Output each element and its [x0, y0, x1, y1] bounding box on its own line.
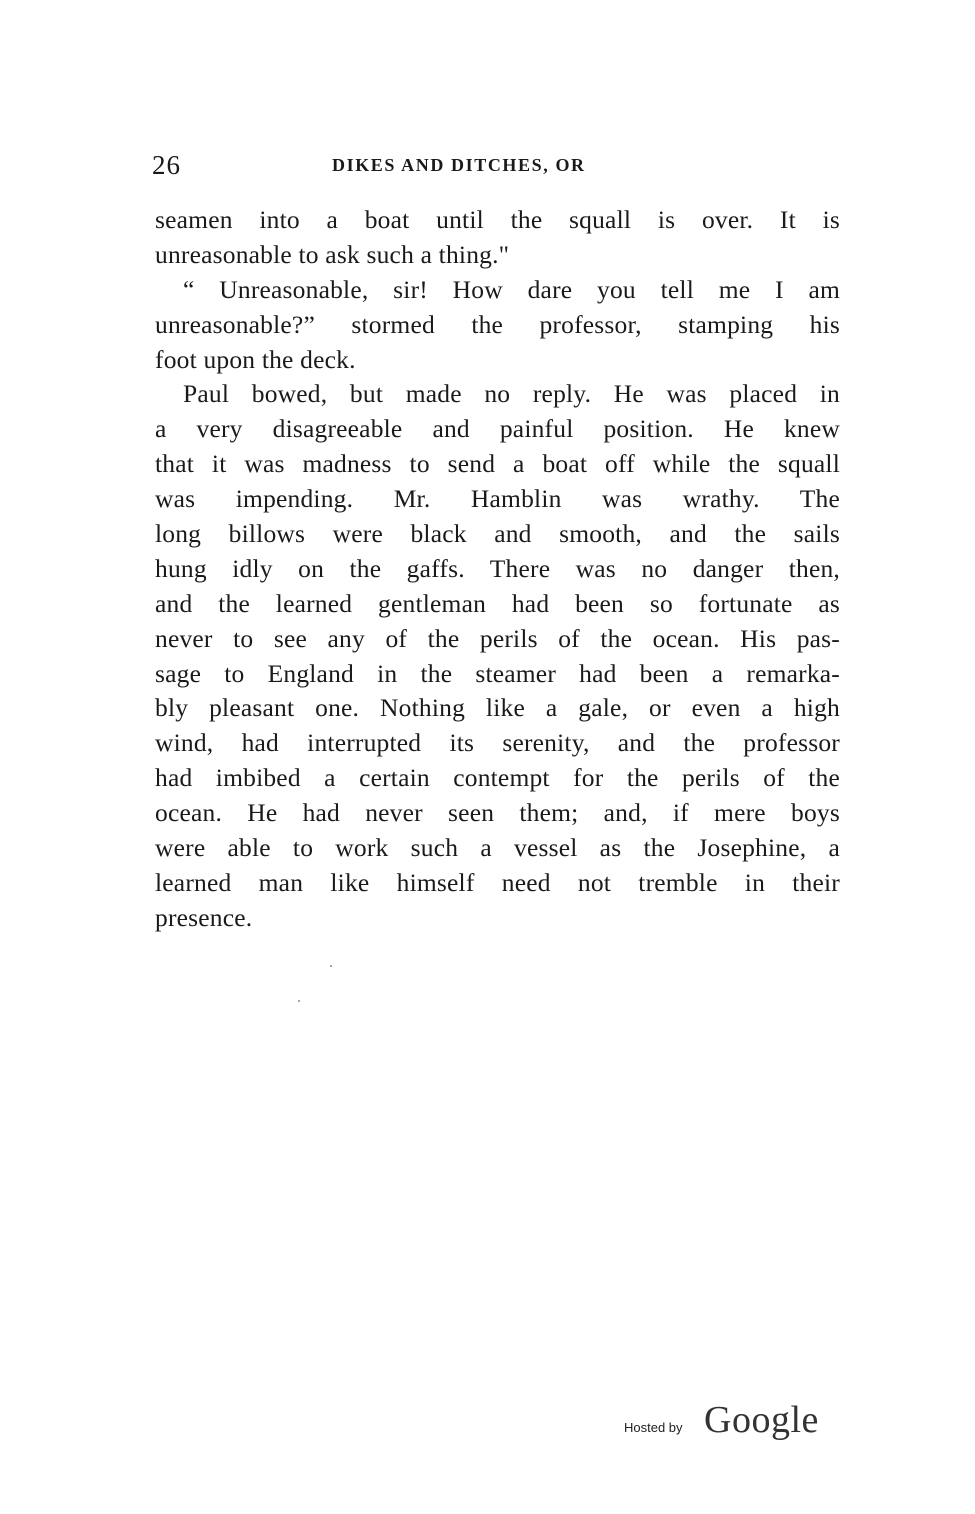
scan-speck — [298, 1000, 300, 1002]
text-line: hung idly on the gaffs. There was no danger then, — [155, 553, 840, 583]
text-line: unreasonable?” stormed the professor, stamping his — [155, 309, 840, 339]
scan-speck — [330, 965, 332, 967]
text-line: that it was madness to send a boat off while the squall — [155, 449, 840, 479]
text-line: sage to England in the steamer had been a remarka- — [155, 658, 840, 688]
page-number: 26 — [152, 150, 181, 180]
text-line: learned man like himself need not tremble in their — [155, 867, 840, 897]
text-line: Paul bowed, but made no reply. He was placed in — [183, 379, 840, 409]
text-line: long billows were black and smooth, and the sails — [155, 519, 840, 549]
text-line: had imbibed a certain contempt for the perils of the — [155, 763, 840, 793]
text-line: wind, had interrupted its serenity, and the professor — [155, 728, 840, 758]
text-line: seamen into a boat until the squall is over. It is — [155, 205, 840, 234]
body-text — [155, 203, 840, 936]
text-line: bly pleasant one. Nothing like a gale, or even a high — [155, 693, 840, 723]
hosted-by-google-watermark — [624, 1398, 834, 1448]
text-line: never to see any of the perils of the ocean. His pas- — [155, 623, 840, 653]
text-line: and the learned gentleman had been so fortunate as — [155, 588, 840, 618]
text-line: ocean. He had never seen them; and, if mere boys — [155, 798, 840, 828]
text-line: presence. — [155, 902, 253, 932]
text-line: were able to work such a vessel as the Josephine, a — [155, 833, 840, 863]
text-line: foot upon the deck. — [155, 344, 356, 374]
running-title: DIKES AND DITCHES, OR — [332, 155, 586, 175]
running-head — [152, 150, 842, 184]
text-line: unreasonable to ask such a thing." — [155, 239, 510, 269]
text-line: was impending. Mr. Hamblin was wrathy. The — [155, 484, 840, 514]
google-logo: Google — [704, 1399, 819, 1441]
text-line: a very disagreeable and painful position. He knew — [155, 414, 840, 444]
hosted-by-label: Hosted by — [624, 1420, 683, 1435]
text-line: “ Unreasonable, sir! How dare you tell me I am — [183, 274, 840, 304]
